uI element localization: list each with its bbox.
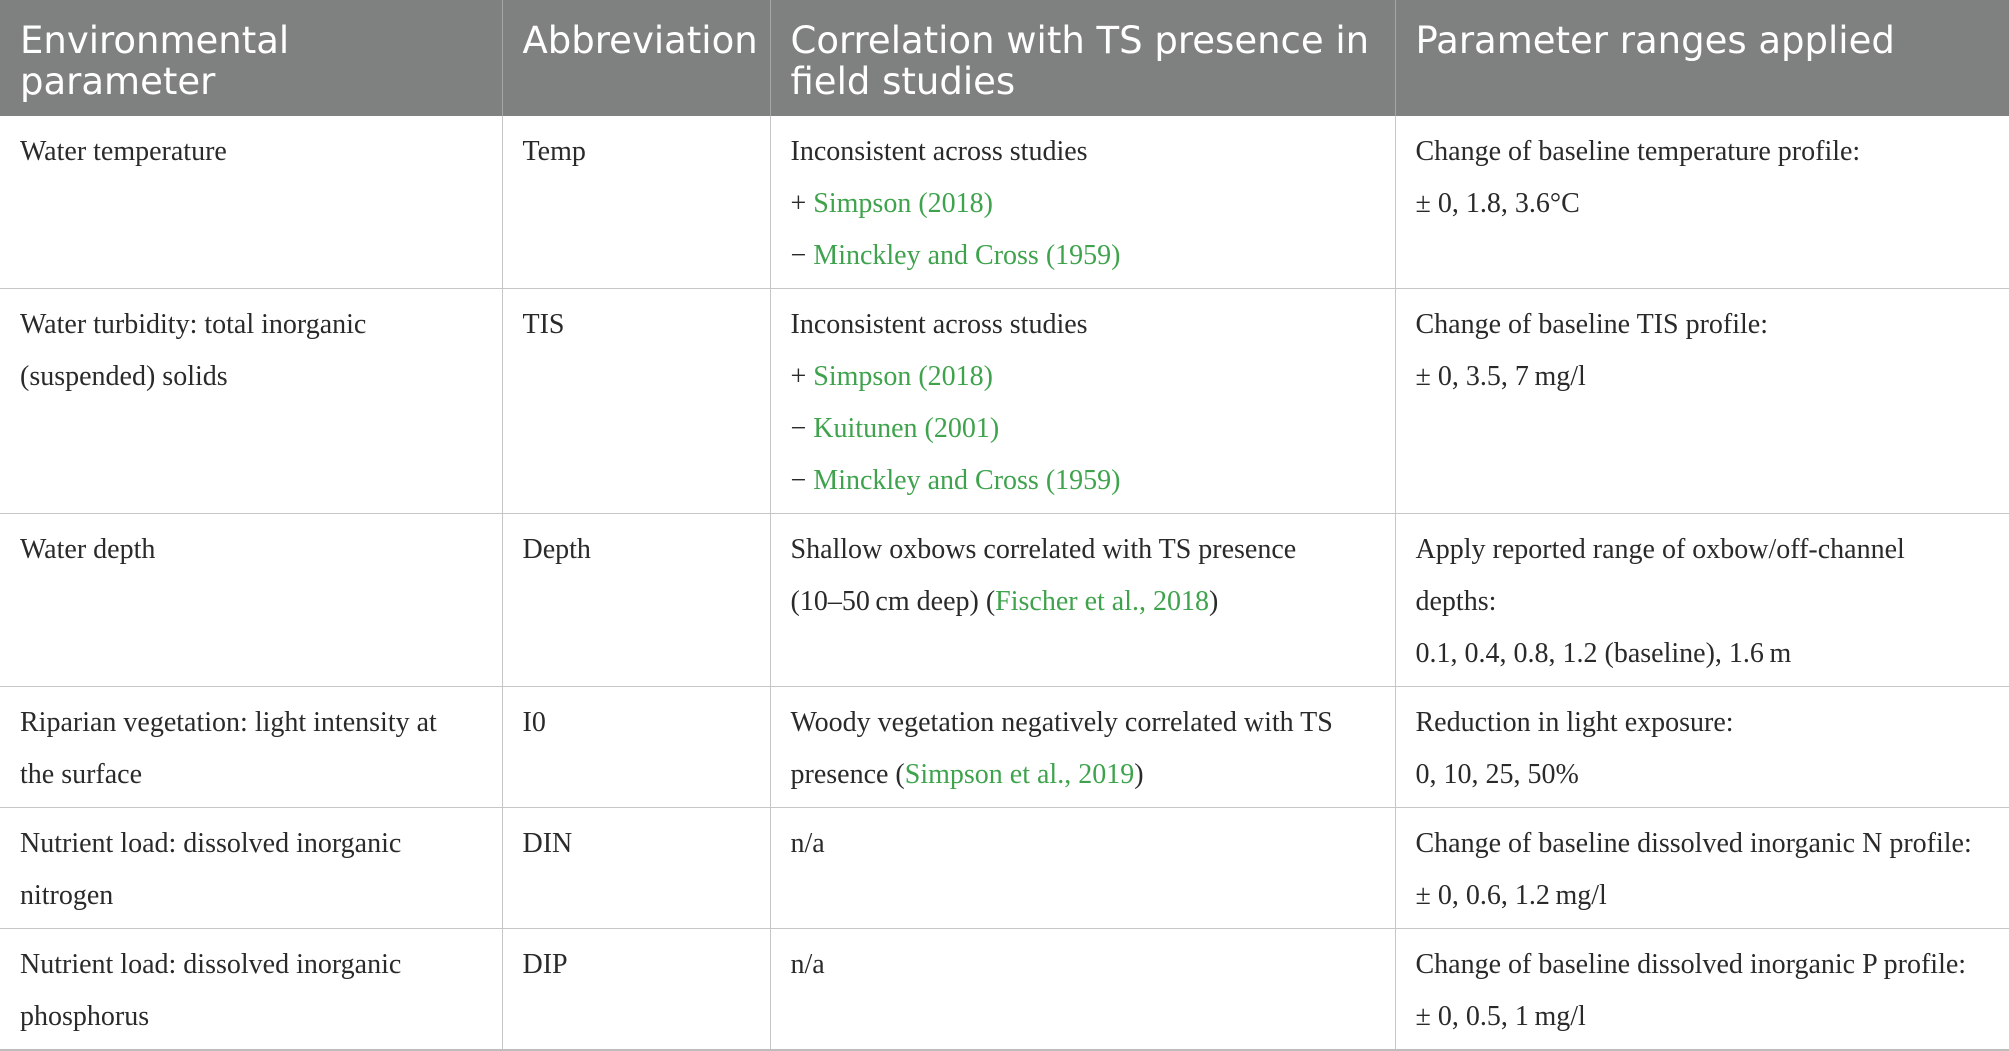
correlation-text: Inconsistent across studies [790, 309, 1088, 340]
header-environmental-parameter: Environmental parameter [0, 0, 502, 116]
ranges-label: Change of baseline dissolved inorganic P profile: [1415, 949, 1967, 980]
cell-correlation [770, 116, 1395, 289]
correlation-sign: + [790, 361, 814, 392]
correlation-text: Shallow oxbows correlated with TS presence [790, 534, 1297, 565]
table-row [0, 929, 2009, 1051]
table-header [0, 0, 2009, 116]
cell-correlation [770, 929, 1395, 1051]
cell-abbreviation [502, 514, 770, 687]
header-parameter-ranges: Parameter ranges applied [1395, 0, 2009, 116]
correlation-suffix: ) [1208, 586, 1219, 617]
ranges-label: Change of baseline dissolved inorganic N profile: [1415, 828, 1972, 859]
cell-correlation [770, 808, 1395, 929]
correlation-text: n/a [790, 828, 825, 859]
table-row [0, 289, 2009, 514]
parameter-text: Nutrient load: dissolved inorganic [20, 949, 402, 980]
ranges-label: Reduction in light exposure: [1415, 707, 1734, 738]
cell-ranges [1395, 808, 2009, 929]
ranges-label: Apply reported range of oxbow/off-channel [1415, 534, 1905, 565]
cell-correlation [770, 289, 1395, 514]
parameter-text: Nutrient load: dissolved inorganic [20, 828, 402, 859]
cell-ranges [1395, 514, 2009, 687]
header-correlation: Correlation with TS presence in field studies [770, 0, 1395, 116]
cell-abbreviation [502, 289, 770, 514]
ranges-values: 0.1, 0.4, 0.8, 1.2 (baseline), 1.6 m [1415, 638, 1792, 669]
cell-ranges [1395, 116, 2009, 289]
cell-ranges [1395, 289, 2009, 514]
correlation-sign: − [790, 240, 814, 271]
cell-abbreviation [502, 929, 770, 1051]
cell-parameter [0, 514, 502, 687]
parameter-text: (suspended) solids [20, 361, 228, 392]
parameter-text: the surface [20, 759, 143, 790]
cell-parameter [0, 808, 502, 929]
ranges-label: Change of baseline TIS profile: [1415, 309, 1769, 340]
table-row [0, 116, 2009, 289]
ranges-values: ± 0, 0.5, 1 mg/l [1415, 1001, 1586, 1032]
header-abbreviation: Abbreviation [502, 0, 770, 116]
correlation-text: Woody vegetation negatively correlated with TS [790, 707, 1333, 738]
cell-ranges [1395, 687, 2009, 808]
parameter-text: Water temperature [20, 136, 227, 167]
correlation-ref-line [791, 455, 1377, 507]
citation-link[interactable]: Minckley and Cross (1959) [813, 465, 1121, 496]
parameter-text: nitrogen [20, 880, 114, 911]
correlation-ref-line [791, 576, 1377, 628]
correlation-sign: − [790, 413, 814, 444]
correlation-ref-line [791, 230, 1377, 282]
correlation-prefix: (10–50 cm deep) ( [790, 586, 996, 617]
table-row [0, 808, 2009, 929]
citation-link[interactable]: Minckley and Cross (1959) [813, 240, 1121, 271]
citation-link[interactable]: Fischer et al., 2018 [995, 586, 1209, 617]
ranges-values: 0, 10, 25, 50% [1415, 759, 1579, 790]
abbreviation-text: TIS [522, 309, 565, 340]
cell-abbreviation [502, 687, 770, 808]
correlation-suffix: ) [1134, 759, 1144, 790]
table-body [0, 116, 2009, 1050]
abbreviation-text: Depth [522, 534, 591, 565]
parameter-text: Water turbidity: total inorganic [20, 309, 367, 340]
cell-correlation [770, 687, 1395, 808]
ranges-values: ± 0, 0.6, 1.2 mg/l [1415, 880, 1607, 911]
correlation-sign: − [790, 465, 814, 496]
parameter-text: phosphorus [20, 1001, 150, 1032]
cell-correlation [770, 514, 1395, 687]
parameter-text: Riparian vegetation: light intensity at [20, 707, 437, 738]
correlation-ref-line [791, 403, 1377, 455]
header-row [0, 0, 2009, 116]
citation-link[interactable]: Simpson et al., 2019 [904, 759, 1135, 790]
ranges-values: ± 0, 3.5, 7 mg/l [1415, 361, 1586, 392]
citation-link[interactable]: Simpson (2018) [813, 361, 993, 392]
correlation-ref-line [791, 749, 1377, 801]
cell-abbreviation [502, 808, 770, 929]
ranges-values: ± 0, 1.8, 3.6°C [1415, 188, 1580, 219]
parameter-text: Water depth [20, 534, 156, 565]
table-row [0, 687, 2009, 808]
cell-parameter [0, 289, 502, 514]
correlation-text: Inconsistent across studies [790, 136, 1088, 167]
cell-ranges [1395, 929, 2009, 1051]
cell-parameter [0, 116, 502, 289]
correlation-text: n/a [790, 949, 825, 980]
cell-parameter [0, 687, 502, 808]
abbreviation-text: DIN [522, 828, 573, 859]
citation-link[interactable]: Kuitunen (2001) [813, 413, 1000, 444]
abbreviation-text: DIP [522, 949, 568, 980]
correlation-ref-line [791, 178, 1377, 230]
correlation-ref-line [791, 351, 1377, 403]
table-row [0, 514, 2009, 687]
abbreviation-text: I0 [522, 707, 546, 738]
correlation-prefix: presence ( [790, 759, 905, 790]
citation-link[interactable]: Simpson (2018) [813, 188, 993, 219]
correlation-sign: + [790, 188, 814, 219]
ranges-label: Change of baseline temperature profile: [1415, 136, 1861, 167]
ranges-label: depths: [1415, 586, 1497, 617]
abbreviation-text: Temp [522, 136, 586, 167]
cell-abbreviation [502, 116, 770, 289]
cell-parameter [0, 929, 502, 1051]
